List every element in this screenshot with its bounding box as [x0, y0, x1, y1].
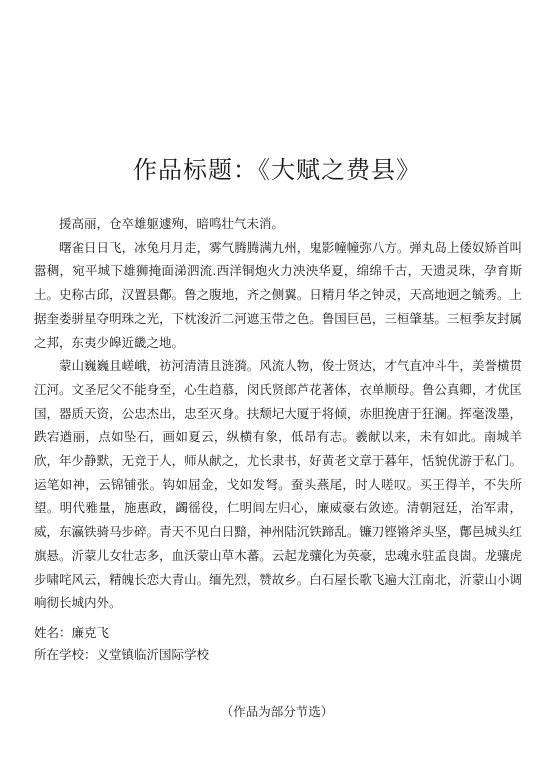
excerpt-note: （作品为部分节选） — [220, 704, 334, 719]
paragraph: 蒙山巍巍且嵯峨，祊河清清且涟漪。风流人物，俊士贤达，才气直冲斗牛，美誉横贯江河。文圣尼父不能身至，心生趋慕，闵氏贤郎芦花著体，衣单顺母。鲁公真卿，才优匡国，器质天资，公忠杰出，忠至灭身。扶颓圮大厦于将倾，赤胆挽唐于狂澜。挥毫泼墨，跌宕遒丽，点如坠石，画如夏云，纵横有象，低昂有志。羲献以来，未有如此。南城羊欣，年少静默，无竞于人，师从献之，尤长隶书，好黄老文章于暮年，恬貌优游于私门。运笔如神，云锦铺张。钩如屈金，戈如发弩。蚕头燕尾，时人嗟叹。买王得羊，不失所望。明代雅量，施惠政，蠲徭役，仁明闾左归心，廉威豪右敛迹。清朝冠廷，治军肃，威，东瀛铁骑马步碎。青天不见白日黯，神州陆沉铁蹄乱。镰刀铿锵斧头坚，鄪邑城头红旗悬。沂蒙儿女壮志多，血沃蒙山草木蕃。云起龙骧化为英豪，忠魂永驻孟良崮。龙骧虎步啸咤风云，精魄长恋大青山。缅先烈，赞故乡。白石屋长歌飞遍大江南北，沂蒙山小调响彻长城内外。 — [34, 358, 522, 611]
author-name: 姓名：廉克飞 — [34, 625, 110, 640]
paragraph: 援高丽，仓卒雄躯遽殉，暗鸣壮气未消。 — [59, 216, 285, 231]
author-school: 所在学校：义堂镇临沂国际学校 — [34, 647, 210, 662]
document-title: 作品标题：《大赋之费县》 — [133, 156, 421, 184]
essay-body — [34, 212, 522, 615]
author-info — [34, 622, 209, 666]
paragraph: 曙雀日日飞，冰兔月月走，雾气腾腾满九州，鬼影幢幢弥八方。弹丸岛上倭奴矫首叫嚣稠，宛平城下雄狮掩面涕泗流.西洋铜炮火力泱泱华夏，绵绵千古，天遗灵珠，孕育斯土。史称古邱，汉置县鄪。鲁之腹地，齐之侧翼。日精月华之钟灵，天高地迥之毓秀。上据奎娄骈星夺明珠之光，下枕浚沂二河遮玉带之色。鲁国巨邑，三桓肇基。三桓季友封属之邦，东夷少皞近畿之地。 — [34, 239, 522, 350]
